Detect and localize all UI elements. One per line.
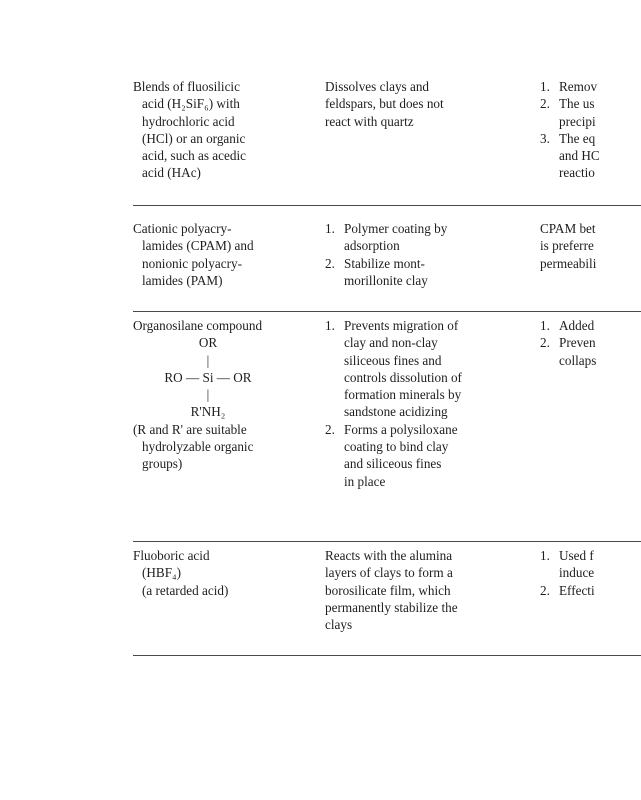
cell-text-line: permeabili	[540, 255, 597, 271]
cell-text-line: collaps	[559, 352, 597, 368]
numbered-item	[325, 220, 530, 255]
row-divider	[133, 541, 641, 542]
cell-text-line: The eq	[559, 130, 596, 146]
table-cell-r2-c2	[325, 220, 530, 289]
cell-text-line: lamides (CPAM) and	[142, 238, 254, 254]
table-cell-r1-c1	[133, 78, 318, 182]
chemical-formula	[133, 334, 283, 420]
item-number: 2.	[325, 421, 335, 437]
cell-text-line: morillonite clay	[344, 272, 428, 288]
cell-text-line: coating to bind clay	[344, 439, 449, 455]
cell-text-line: Reacts with the alumina	[325, 548, 453, 563]
table-cell-r3-c2	[325, 317, 530, 490]
cell-text-line: Stabilize mont-	[344, 255, 425, 271]
item-number: 1.	[540, 79, 550, 94]
item-number: 1.	[540, 318, 550, 333]
cell-text-line: acid (HAc)	[142, 165, 201, 181]
cell-text-line: formation minerals by	[344, 387, 462, 403]
cell-text-line: borosilicate film, which	[325, 582, 451, 598]
cell-text-line: (R and R' are suitable	[133, 421, 247, 437]
numbered-item	[325, 317, 530, 421]
table-cell-r2-c1	[133, 220, 318, 289]
cell-text-line: |	[206, 387, 210, 403]
row-divider	[133, 311, 641, 312]
cell-text-line: acid, such as acedic	[142, 148, 246, 164]
cell-text-line: Forms a polysiloxane	[344, 421, 458, 437]
cell-text-line: hydrochloric acid	[142, 113, 235, 129]
cell-text-line: and HC	[559, 148, 600, 164]
table-cell-r3-c1	[133, 317, 318, 473]
cell-text-line: is preferre	[540, 238, 594, 254]
item-number: 2.	[540, 96, 550, 112]
cell-text-line: (a retarded acid)	[142, 582, 229, 598]
cell-text-line: Remov	[559, 79, 598, 94]
cell-text-line: induce	[559, 565, 595, 581]
item-number: 3.	[540, 130, 550, 146]
numbered-item	[540, 78, 641, 95]
numbered-item	[540, 334, 641, 369]
cell-text-line: controls dissolution of	[344, 369, 462, 385]
numbered-item	[540, 547, 641, 582]
table-cell-r4-c2	[325, 547, 530, 633]
cell-text-line: clay and non-clay	[344, 335, 438, 351]
item-number: 2.	[325, 255, 335, 271]
cell-text-line: Cationic polyacry-	[133, 221, 232, 236]
cell-text-line: The us	[559, 96, 595, 112]
item-number: 2.	[540, 582, 550, 598]
numbered-item	[540, 582, 641, 599]
item-number: 2.	[540, 335, 550, 351]
row-divider	[133, 205, 641, 206]
numbered-item	[325, 421, 530, 490]
cell-text-line: lamides (PAM)	[142, 272, 223, 288]
cell-text-line: acid (H₂SiF₆) with	[142, 96, 240, 112]
cell-text-line: Used f	[559, 548, 594, 563]
cell-text-line: Dissolves clays and	[325, 79, 430, 94]
cell-text-line: Prevents migration of	[344, 318, 459, 333]
table-bottom-rule	[133, 655, 641, 656]
cell-text-line: Polymer coating by	[344, 221, 448, 236]
cell-text-line: clays	[325, 617, 353, 633]
cell-text-line: Preven	[559, 335, 596, 351]
item-number: 1.	[325, 221, 335, 236]
cell-text-line: Organosilane compound	[133, 318, 263, 333]
cell-text-line: RO — Si — OR	[164, 369, 252, 385]
numbered-item	[325, 255, 530, 290]
cell-text-line: (HBF₄)	[142, 565, 182, 581]
numbered-item	[540, 317, 641, 334]
table-cell-r1-c2	[325, 78, 530, 130]
cell-text-line: groups)	[142, 456, 183, 472]
cell-text-line: R'NH₂	[190, 404, 226, 420]
cell-text-line: layers of clays to form a	[325, 565, 453, 581]
table-cell-r1-c3	[540, 78, 641, 182]
cell-text-line: react with quartz	[325, 113, 414, 129]
cell-text-line: in place	[344, 473, 386, 489]
cell-text-line: Effecti	[559, 582, 595, 598]
cell-text-line: (HCl) or an organic	[142, 130, 246, 146]
cell-text-line: reactio	[559, 165, 595, 181]
numbered-item	[540, 130, 641, 182]
cell-text-line: nonionic polyacry-	[142, 255, 242, 271]
cell-text-line: Added	[559, 318, 595, 333]
cell-text-line: siliceous fines and	[344, 352, 442, 368]
cell-text-line: Blends of fluosilicic	[133, 79, 240, 94]
cell-text-line: hydrolyzable organic	[142, 439, 254, 455]
table-cell-r2-c3	[540, 220, 641, 272]
numbered-item	[540, 95, 641, 130]
cell-text-line: OR	[198, 335, 218, 351]
cell-text-line: feldspars, but does not	[325, 96, 444, 112]
cell-text-line: permanently stabilize the	[325, 599, 458, 615]
cell-text-line: precipi	[559, 113, 596, 129]
table-cell-r4-c3	[540, 547, 641, 599]
cell-text-line: and siliceous fines	[344, 456, 442, 472]
item-number: 1.	[325, 318, 335, 333]
table-cell-r4-c1	[133, 547, 318, 599]
item-number: 1.	[540, 548, 550, 563]
table-cell-r3-c3	[540, 317, 641, 369]
cell-text-line: Fluoboric acid	[133, 548, 210, 563]
cell-text-line: sandstone acidizing	[344, 404, 448, 420]
cell-text-line: adsorption	[344, 238, 400, 254]
cell-text-line: CPAM bet	[540, 221, 596, 236]
cell-text-line: |	[206, 352, 210, 368]
